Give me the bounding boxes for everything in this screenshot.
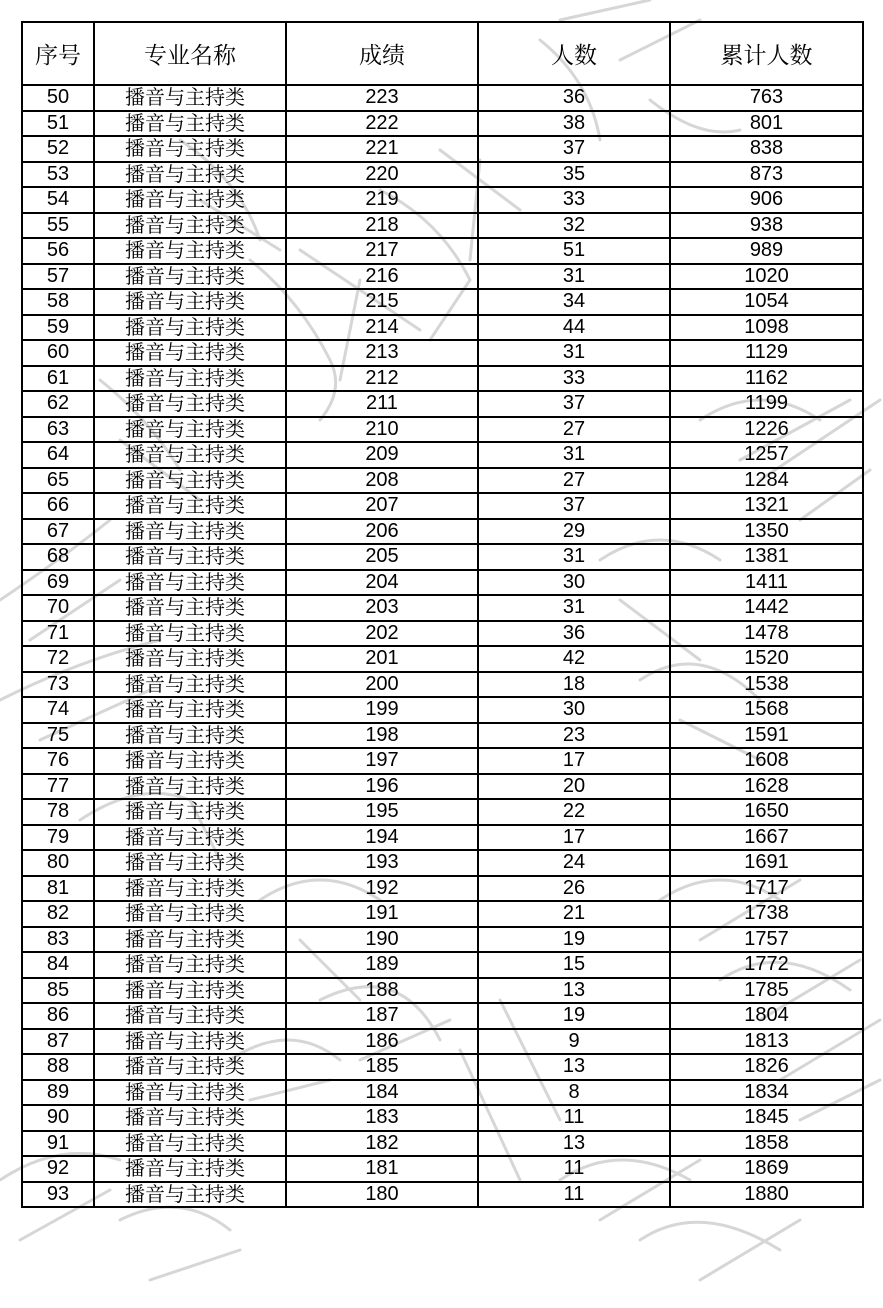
cell-cumulative: 1691 xyxy=(670,850,863,876)
cell-major: 播音与主持类 xyxy=(94,1003,286,1029)
cell-index: 60 xyxy=(22,340,94,366)
cell-index: 84 xyxy=(22,952,94,978)
cell-cumulative: 1442 xyxy=(670,595,863,621)
cell-count: 31 xyxy=(478,544,670,570)
cell-score: 197 xyxy=(286,748,478,774)
cell-cumulative: 1608 xyxy=(670,748,863,774)
cell-index: 69 xyxy=(22,570,94,596)
cell-count: 19 xyxy=(478,1003,670,1029)
cell-major: 播音与主持类 xyxy=(94,850,286,876)
cell-major: 播音与主持类 xyxy=(94,519,286,545)
header-score: 成绩 xyxy=(286,22,478,85)
cell-index: 91 xyxy=(22,1131,94,1157)
cell-cumulative: 1591 xyxy=(670,723,863,749)
cell-count: 37 xyxy=(478,493,670,519)
cell-major: 播音与主持类 xyxy=(94,748,286,774)
table-row xyxy=(22,876,863,902)
cell-major: 播音与主持类 xyxy=(94,187,286,213)
cell-index: 71 xyxy=(22,621,94,647)
cell-count: 37 xyxy=(478,391,670,417)
cell-count: 33 xyxy=(478,187,670,213)
cell-cumulative: 838 xyxy=(670,136,863,162)
cell-count: 13 xyxy=(478,1054,670,1080)
cell-count: 19 xyxy=(478,927,670,953)
cell-index: 78 xyxy=(22,799,94,825)
cell-count: 42 xyxy=(478,646,670,672)
cell-index: 57 xyxy=(22,264,94,290)
cell-index: 93 xyxy=(22,1182,94,1208)
cell-cumulative: 1772 xyxy=(670,952,863,978)
table-row xyxy=(22,825,863,851)
cell-count: 31 xyxy=(478,264,670,290)
cell-count: 35 xyxy=(478,162,670,188)
cell-major: 播音与主持类 xyxy=(94,136,286,162)
cell-score: 211 xyxy=(286,391,478,417)
table-row xyxy=(22,697,863,723)
cell-cumulative: 1628 xyxy=(670,774,863,800)
table-row xyxy=(22,1029,863,1055)
cell-cumulative: 1321 xyxy=(670,493,863,519)
table-row xyxy=(22,213,863,239)
cell-major: 播音与主持类 xyxy=(94,366,286,392)
cell-index: 82 xyxy=(22,901,94,927)
cell-cumulative: 906 xyxy=(670,187,863,213)
cell-cumulative: 1813 xyxy=(670,1029,863,1055)
cell-score: 188 xyxy=(286,978,478,1004)
cell-index: 56 xyxy=(22,238,94,264)
cell-index: 64 xyxy=(22,442,94,468)
cell-score: 212 xyxy=(286,366,478,392)
cell-cumulative: 1738 xyxy=(670,901,863,927)
cell-score: 210 xyxy=(286,417,478,443)
table-row xyxy=(22,366,863,392)
cell-index: 85 xyxy=(22,978,94,1004)
cell-cumulative: 1538 xyxy=(670,672,863,698)
cell-score: 184 xyxy=(286,1080,478,1106)
cell-count: 30 xyxy=(478,570,670,596)
cell-major: 播音与主持类 xyxy=(94,85,286,111)
cell-count: 38 xyxy=(478,111,670,137)
cell-count: 11 xyxy=(478,1182,670,1208)
table-row xyxy=(22,1182,863,1208)
cell-cumulative: 1054 xyxy=(670,289,863,315)
cell-major: 播音与主持类 xyxy=(94,799,286,825)
cell-cumulative: 1717 xyxy=(670,876,863,902)
cell-cumulative: 1381 xyxy=(670,544,863,570)
cell-score: 206 xyxy=(286,519,478,545)
header-cumulative: 累计人数 xyxy=(670,22,863,85)
cell-major: 播音与主持类 xyxy=(94,825,286,851)
cell-cumulative: 1804 xyxy=(670,1003,863,1029)
cell-score: 216 xyxy=(286,264,478,290)
cell-major: 播音与主持类 xyxy=(94,238,286,264)
cell-index: 83 xyxy=(22,927,94,953)
cell-score: 203 xyxy=(286,595,478,621)
cell-cumulative: 1226 xyxy=(670,417,863,443)
table-row xyxy=(22,315,863,341)
cell-major: 播音与主持类 xyxy=(94,697,286,723)
cell-major: 播音与主持类 xyxy=(94,595,286,621)
table-row xyxy=(22,927,863,953)
cell-index: 65 xyxy=(22,468,94,494)
cell-count: 17 xyxy=(478,825,670,851)
table-row xyxy=(22,672,863,698)
cell-index: 54 xyxy=(22,187,94,213)
table-row xyxy=(22,621,863,647)
cell-score: 192 xyxy=(286,876,478,902)
table-row xyxy=(22,1105,863,1131)
cell-score: 209 xyxy=(286,442,478,468)
cell-major: 播音与主持类 xyxy=(94,1054,286,1080)
cell-cumulative: 1650 xyxy=(670,799,863,825)
cell-score: 180 xyxy=(286,1182,478,1208)
cell-score: 186 xyxy=(286,1029,478,1055)
cell-cumulative: 938 xyxy=(670,213,863,239)
cell-major: 播音与主持类 xyxy=(94,952,286,978)
cell-count: 26 xyxy=(478,876,670,902)
cell-count: 18 xyxy=(478,672,670,698)
cell-cumulative: 801 xyxy=(670,111,863,137)
cell-cumulative: 1257 xyxy=(670,442,863,468)
cell-count: 9 xyxy=(478,1029,670,1055)
cell-cumulative: 1520 xyxy=(670,646,863,672)
cell-score: 200 xyxy=(286,672,478,698)
cell-index: 68 xyxy=(22,544,94,570)
cell-count: 31 xyxy=(478,442,670,468)
cell-index: 70 xyxy=(22,595,94,621)
table-row xyxy=(22,468,863,494)
cell-cumulative: 1568 xyxy=(670,697,863,723)
cell-score: 183 xyxy=(286,1105,478,1131)
cell-index: 88 xyxy=(22,1054,94,1080)
cell-score: 208 xyxy=(286,468,478,494)
table-row xyxy=(22,162,863,188)
cell-index: 55 xyxy=(22,213,94,239)
table-row xyxy=(22,136,863,162)
cell-major: 播音与主持类 xyxy=(94,901,286,927)
cell-major: 播音与主持类 xyxy=(94,646,286,672)
cell-score: 198 xyxy=(286,723,478,749)
cell-score: 215 xyxy=(286,289,478,315)
cell-score: 214 xyxy=(286,315,478,341)
cell-score: 204 xyxy=(286,570,478,596)
cell-count: 27 xyxy=(478,417,670,443)
cell-index: 77 xyxy=(22,774,94,800)
cell-count: 51 xyxy=(478,238,670,264)
header-count: 人数 xyxy=(478,22,670,85)
table-row xyxy=(22,442,863,468)
cell-major: 播音与主持类 xyxy=(94,570,286,596)
cell-index: 86 xyxy=(22,1003,94,1029)
cell-index: 76 xyxy=(22,748,94,774)
cell-cumulative: 1411 xyxy=(670,570,863,596)
cell-major: 播音与主持类 xyxy=(94,1182,286,1208)
table-row xyxy=(22,289,863,315)
table-row xyxy=(22,111,863,137)
cell-score: 201 xyxy=(286,646,478,672)
cell-count: 29 xyxy=(478,519,670,545)
cell-score: 219 xyxy=(286,187,478,213)
cell-major: 播音与主持类 xyxy=(94,672,286,698)
cell-cumulative: 1826 xyxy=(670,1054,863,1080)
cell-major: 播音与主持类 xyxy=(94,289,286,315)
cell-index: 89 xyxy=(22,1080,94,1106)
cell-index: 72 xyxy=(22,646,94,672)
cell-index: 87 xyxy=(22,1029,94,1055)
table-row xyxy=(22,978,863,1004)
table-row xyxy=(22,1131,863,1157)
cell-index: 90 xyxy=(22,1105,94,1131)
cell-index: 63 xyxy=(22,417,94,443)
cell-score: 223 xyxy=(286,85,478,111)
table-row xyxy=(22,901,863,927)
cell-major: 播音与主持类 xyxy=(94,723,286,749)
cell-cumulative: 1098 xyxy=(670,315,863,341)
table-row xyxy=(22,264,863,290)
cell-index: 81 xyxy=(22,876,94,902)
cell-index: 79 xyxy=(22,825,94,851)
cell-cumulative: 1845 xyxy=(670,1105,863,1131)
cell-score: 187 xyxy=(286,1003,478,1029)
cell-score: 207 xyxy=(286,493,478,519)
cell-count: 30 xyxy=(478,697,670,723)
cell-major: 播音与主持类 xyxy=(94,417,286,443)
cell-cumulative: 1757 xyxy=(670,927,863,953)
table-row xyxy=(22,646,863,672)
table-row xyxy=(22,748,863,774)
cell-score: 189 xyxy=(286,952,478,978)
cell-cumulative: 873 xyxy=(670,162,863,188)
table-row xyxy=(22,799,863,825)
cell-major: 播音与主持类 xyxy=(94,162,286,188)
table-row xyxy=(22,238,863,264)
cell-cumulative: 763 xyxy=(670,85,863,111)
cell-cumulative: 989 xyxy=(670,238,863,264)
cell-score: 182 xyxy=(286,1131,478,1157)
cell-score: 199 xyxy=(286,697,478,723)
cell-score: 196 xyxy=(286,774,478,800)
cell-cumulative: 1785 xyxy=(670,978,863,1004)
table-row xyxy=(22,187,863,213)
cell-cumulative: 1667 xyxy=(670,825,863,851)
cell-count: 20 xyxy=(478,774,670,800)
cell-index: 51 xyxy=(22,111,94,137)
cell-major: 播音与主持类 xyxy=(94,468,286,494)
cell-count: 17 xyxy=(478,748,670,774)
cell-major: 播音与主持类 xyxy=(94,315,286,341)
cell-major: 播音与主持类 xyxy=(94,213,286,239)
cell-index: 61 xyxy=(22,366,94,392)
cell-major: 播音与主持类 xyxy=(94,264,286,290)
table-row xyxy=(22,391,863,417)
table-row xyxy=(22,1156,863,1182)
cell-score: 217 xyxy=(286,238,478,264)
cell-index: 58 xyxy=(22,289,94,315)
cell-count: 27 xyxy=(478,468,670,494)
table-row xyxy=(22,595,863,621)
cell-index: 92 xyxy=(22,1156,94,1182)
cell-count: 13 xyxy=(478,1131,670,1157)
cell-major: 播音与主持类 xyxy=(94,1131,286,1157)
cell-score: 205 xyxy=(286,544,478,570)
cell-major: 播音与主持类 xyxy=(94,1105,286,1131)
cell-major: 播音与主持类 xyxy=(94,774,286,800)
cell-count: 34 xyxy=(478,289,670,315)
cell-cumulative: 1020 xyxy=(670,264,863,290)
cell-index: 53 xyxy=(22,162,94,188)
cell-major: 播音与主持类 xyxy=(94,340,286,366)
cell-count: 32 xyxy=(478,213,670,239)
table-row xyxy=(22,723,863,749)
cell-score: 221 xyxy=(286,136,478,162)
table-row xyxy=(22,1003,863,1029)
cell-score: 195 xyxy=(286,799,478,825)
table-row xyxy=(22,417,863,443)
cell-major: 播音与主持类 xyxy=(94,1029,286,1055)
cell-score: 222 xyxy=(286,111,478,137)
cell-major: 播音与主持类 xyxy=(94,978,286,1004)
table-row xyxy=(22,1080,863,1106)
cell-major: 播音与主持类 xyxy=(94,621,286,647)
cell-score: 213 xyxy=(286,340,478,366)
cell-count: 31 xyxy=(478,340,670,366)
cell-index: 66 xyxy=(22,493,94,519)
cell-cumulative: 1834 xyxy=(670,1080,863,1106)
cell-count: 11 xyxy=(478,1105,670,1131)
cell-index: 75 xyxy=(22,723,94,749)
cell-cumulative: 1199 xyxy=(670,391,863,417)
table-row xyxy=(22,952,863,978)
cell-score: 191 xyxy=(286,901,478,927)
cell-cumulative: 1129 xyxy=(670,340,863,366)
cell-score: 185 xyxy=(286,1054,478,1080)
cell-count: 13 xyxy=(478,978,670,1004)
cell-count: 36 xyxy=(478,621,670,647)
cell-major: 播音与主持类 xyxy=(94,544,286,570)
cell-major: 播音与主持类 xyxy=(94,442,286,468)
cell-count: 21 xyxy=(478,901,670,927)
table-row xyxy=(22,1054,863,1080)
cell-count: 22 xyxy=(478,799,670,825)
cell-count: 15 xyxy=(478,952,670,978)
cell-score: 193 xyxy=(286,850,478,876)
cell-count: 23 xyxy=(478,723,670,749)
cell-cumulative: 1880 xyxy=(670,1182,863,1208)
header-row xyxy=(22,22,863,85)
cell-score: 202 xyxy=(286,621,478,647)
cell-index: 67 xyxy=(22,519,94,545)
cell-cumulative: 1869 xyxy=(670,1156,863,1182)
cell-count: 36 xyxy=(478,85,670,111)
cell-cumulative: 1162 xyxy=(670,366,863,392)
cell-cumulative: 1350 xyxy=(670,519,863,545)
cell-count: 44 xyxy=(478,315,670,341)
table-body xyxy=(22,85,863,1207)
cell-score: 194 xyxy=(286,825,478,851)
cell-cumulative: 1284 xyxy=(670,468,863,494)
cell-major: 播音与主持类 xyxy=(94,1156,286,1182)
table-row xyxy=(22,519,863,545)
cell-major: 播音与主持类 xyxy=(94,493,286,519)
cell-major: 播音与主持类 xyxy=(94,1080,286,1106)
cell-major: 播音与主持类 xyxy=(94,876,286,902)
table-row xyxy=(22,774,863,800)
cell-index: 50 xyxy=(22,85,94,111)
table-row xyxy=(22,340,863,366)
cell-count: 11 xyxy=(478,1156,670,1182)
score-table xyxy=(21,21,864,1208)
cell-index: 52 xyxy=(22,136,94,162)
cell-index: 59 xyxy=(22,315,94,341)
table-row xyxy=(22,544,863,570)
cell-count: 33 xyxy=(478,366,670,392)
table-row xyxy=(22,570,863,596)
cell-cumulative: 1478 xyxy=(670,621,863,647)
cell-major: 播音与主持类 xyxy=(94,111,286,137)
cell-score: 220 xyxy=(286,162,478,188)
cell-score: 181 xyxy=(286,1156,478,1182)
header-index: 序号 xyxy=(22,22,94,85)
header-major: 专业名称 xyxy=(94,22,286,85)
cell-score: 218 xyxy=(286,213,478,239)
cell-index: 80 xyxy=(22,850,94,876)
cell-cumulative: 1858 xyxy=(670,1131,863,1157)
cell-score: 190 xyxy=(286,927,478,953)
cell-major: 播音与主持类 xyxy=(94,927,286,953)
cell-index: 62 xyxy=(22,391,94,417)
cell-count: 8 xyxy=(478,1080,670,1106)
cell-count: 24 xyxy=(478,850,670,876)
cell-count: 37 xyxy=(478,136,670,162)
table-row xyxy=(22,85,863,111)
cell-index: 73 xyxy=(22,672,94,698)
table-row xyxy=(22,850,863,876)
cell-major: 播音与主持类 xyxy=(94,391,286,417)
cell-index: 74 xyxy=(22,697,94,723)
table-row xyxy=(22,493,863,519)
cell-count: 31 xyxy=(478,595,670,621)
